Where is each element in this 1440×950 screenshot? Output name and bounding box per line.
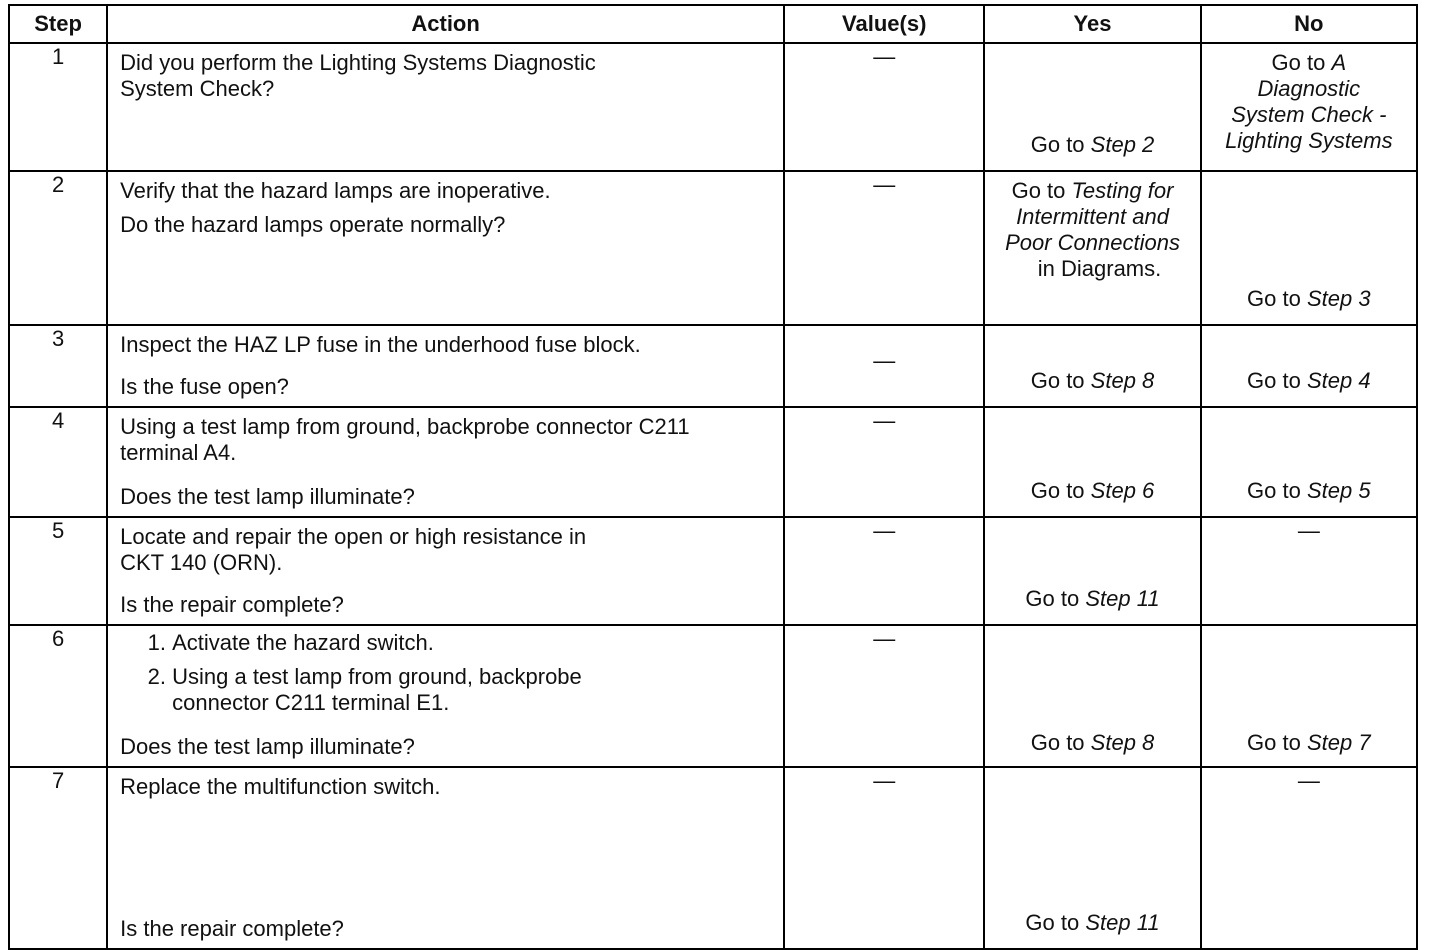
header-yes: Yes	[984, 5, 1200, 43]
value-cell: —	[784, 43, 984, 171]
header-step: Step	[9, 5, 107, 43]
step-number: 4	[9, 407, 107, 517]
table-row	[9, 767, 1417, 949]
step-number: 6	[9, 625, 107, 767]
table-row	[9, 407, 1417, 517]
action-cell	[107, 407, 784, 517]
header-values: Value(s)	[784, 5, 984, 43]
no-cell	[1201, 325, 1417, 407]
yes-result: Go to Testing for Intermittent and Poor Connections in Diagrams.	[1005, 178, 1180, 281]
action-text: Did you perform the Lighting Systems Diagnostic	[120, 50, 596, 75]
yes-result: Go to Step 11	[1025, 910, 1160, 935]
no-result: Go to A Diagnostic System Check - Lighting Systems	[1225, 50, 1393, 153]
yes-cell	[984, 767, 1200, 949]
action-question: Does the test lamp illuminate?	[120, 734, 415, 759]
action-cell	[107, 171, 784, 325]
step-number: 7	[9, 767, 107, 949]
value-cell: —	[784, 407, 984, 517]
no-result: Go to Step 4	[1247, 368, 1371, 393]
action-text: Inspect the HAZ LP fuse in the underhood fuse block.	[120, 332, 641, 357]
yes-result: Go to Step 8	[1030, 730, 1155, 755]
no-cell	[1201, 407, 1417, 517]
no-cell	[1201, 625, 1417, 767]
action-question: Is the fuse open?	[120, 374, 289, 399]
yes-cell	[984, 43, 1200, 171]
table-row	[9, 325, 1417, 407]
yes-cell	[984, 407, 1200, 517]
table-row	[9, 517, 1417, 625]
yes-cell	[984, 171, 1200, 325]
no-cell: —	[1201, 767, 1417, 949]
value-cell: —	[784, 325, 984, 407]
no-cell	[1201, 171, 1417, 325]
yes-cell	[984, 625, 1200, 767]
no-cell	[1201, 43, 1417, 171]
action-cell	[107, 517, 784, 625]
table-row	[9, 43, 1417, 171]
action-question: Do the hazard lamps operate normally?	[120, 212, 506, 237]
list-item: 2. Using a test lamp from ground, backprobe connector C211 terminal E1.	[172, 664, 773, 716]
action-text: CKT 140 (ORN).	[120, 550, 283, 575]
yes-result: Go to Step 8	[1030, 368, 1155, 393]
no-result: Go to Step 5	[1247, 478, 1371, 503]
action-text: terminal A4.	[120, 440, 237, 465]
value-cell: —	[784, 625, 984, 767]
action-text: Replace the multifunction switch.	[120, 774, 441, 799]
no-result: Go to Step 3	[1247, 286, 1371, 311]
yes-result: Go to Step 6	[1030, 478, 1155, 503]
table-row	[9, 171, 1417, 325]
action-question: Is the repair complete?	[120, 592, 344, 617]
step-number: 3	[9, 325, 107, 407]
action-cell	[107, 767, 784, 949]
action-steps-list	[120, 630, 773, 716]
header-row	[9, 5, 1417, 43]
action-text: Verify that the hazard lamps are inoperative.	[120, 178, 551, 203]
no-cell: —	[1201, 517, 1417, 625]
action-question: Does the test lamp illuminate?	[120, 484, 415, 509]
header-no: No	[1201, 5, 1417, 43]
action-cell	[107, 325, 784, 407]
value-cell: —	[784, 171, 984, 325]
step-number: 1	[9, 43, 107, 171]
yes-result: Go to Step 11	[1025, 586, 1160, 611]
list-item: 1. Activate the hazard switch.	[172, 630, 773, 656]
yes-cell	[984, 517, 1200, 625]
diagnostic-table	[8, 4, 1418, 950]
action-text: Using a test lamp from ground, backprobe connector C211	[120, 414, 690, 439]
action-text: Locate and repair the open or high resistance in	[120, 524, 587, 549]
yes-result: Go to Step 2	[1030, 132, 1155, 157]
action-text: System Check?	[120, 76, 275, 101]
no-result: Go to Step 7	[1247, 730, 1371, 755]
value-cell: —	[784, 767, 984, 949]
value-cell: —	[784, 517, 984, 625]
action-cell	[107, 43, 784, 171]
table-row	[9, 625, 1417, 767]
step-number: 5	[9, 517, 107, 625]
action-cell	[107, 625, 784, 767]
header-action: Action	[107, 5, 784, 43]
step-number: 2	[9, 171, 107, 325]
action-question: Is the repair complete?	[120, 916, 344, 941]
yes-cell	[984, 325, 1200, 407]
